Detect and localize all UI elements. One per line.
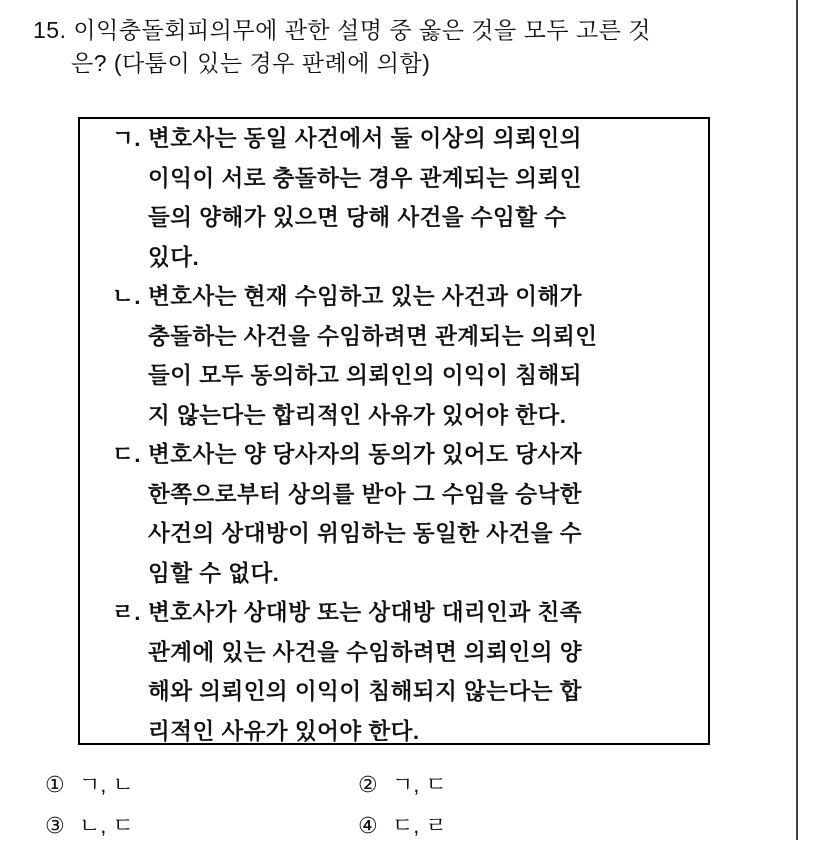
- option-text: ㄷ, ㄹ: [392, 813, 447, 838]
- statement-mark: ㄱ.: [112, 126, 141, 151]
- option-number: ①: [45, 772, 65, 797]
- statement-item: [112, 277, 597, 435]
- statement-mark: ㄷ.: [112, 442, 141, 467]
- statement-line: 이익이 서로 충돌하는 경우 관계되는 의뢰인: [148, 165, 582, 191]
- question-stem: [33, 14, 651, 80]
- statement-item: [112, 435, 582, 593]
- statement-line: 임할 수 없다.: [148, 560, 280, 586]
- answer-option-3[interactable]: [45, 811, 134, 841]
- statement-mark: ㄹ.: [112, 600, 141, 625]
- statement-line: 들이 모두 동의하고 의뢰인의 이익이 침해되: [148, 363, 582, 388]
- statement-line: 리적인 사유가 있어야 한다.: [148, 718, 420, 744]
- statement-item: [112, 593, 582, 751]
- statement-line: 변호사는 현재 수임하고 있는 사건과 이해가: [148, 284, 582, 309]
- option-number: ④: [358, 813, 378, 838]
- option-number: ②: [358, 772, 378, 797]
- answer-option-4[interactable]: [358, 811, 447, 841]
- option-text: ㄱ, ㄷ: [392, 772, 447, 797]
- column-divider: [796, 0, 798, 840]
- statement-box: [78, 117, 710, 745]
- statement-line: 사건의 상대방이 위임하는 동일한 사건을 수: [148, 521, 582, 546]
- statement-item: [112, 119, 582, 277]
- statement-line: 있다.: [148, 244, 200, 270]
- statement-line: 해와 의뢰인의 이익이 침해되지 않는다는 합: [148, 679, 582, 704]
- statement-line: 한쪽으로부터 상의를 받아 그 수임을 승낙한: [148, 481, 582, 507]
- option-text: ㄴ, ㄷ: [79, 813, 134, 838]
- statement-line: 변호사는 동일 사건에서 둘 이상의 의뢰인의: [148, 126, 582, 151]
- question-line: 은? (다툼이 있는 경우 판례에 의함): [71, 50, 431, 76]
- answer-option-2[interactable]: [358, 770, 447, 800]
- statement-mark: ㄴ.: [112, 284, 141, 309]
- answer-option-1[interactable]: [45, 770, 134, 800]
- statement-line: 관계에 있는 사건을 수임하려면 의뢰인의 양: [148, 639, 582, 665]
- question-line: 15. 이익충돌회피의무에 관한 설명 중 옳은 것을 모두 고른 것: [33, 17, 651, 43]
- statement-line: 변호사는 양 당사자의 동의가 있어도 당사자: [148, 442, 582, 467]
- statement-line: 변호사가 상대방 또는 상대방 대리인과 친족: [148, 600, 582, 625]
- option-text: ㄱ, ㄴ: [79, 772, 134, 797]
- statement-line: 들의 양해가 있으면 당해 사건을 수임할 수: [148, 205, 567, 230]
- option-number: ③: [45, 813, 65, 838]
- statement-line: 충돌하는 사건을 수임하려면 관계되는 의뢰인: [148, 323, 598, 349]
- statement-line: 지 않는다는 합리적인 사유가 있어야 한다.: [148, 402, 567, 428]
